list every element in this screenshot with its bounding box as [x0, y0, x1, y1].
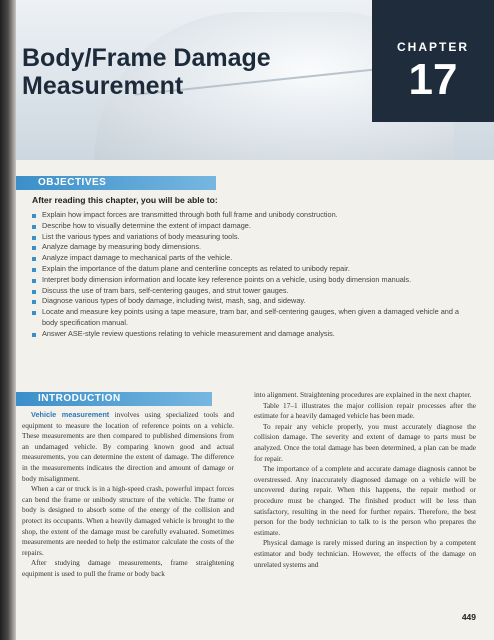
page-number: 449: [461, 612, 476, 622]
objective-item: Interpret body dimension information and locate key reference points on a vehicle, using body dimension manuals.: [32, 275, 472, 286]
key-term: Vehicle measurement: [31, 410, 110, 419]
objective-item: Answer ASE-style review questions relating to vehicle measurement and damage analysis.: [32, 329, 472, 340]
paragraph: The importance of a complete and accurate damage diagnosis cannot be overstressed. Any inaccurately diagnosed damage on a vehicle will be uncovered during repair. When this happens, the repair method or procedure must be changed. The finished product will be less than satisfactory, resulting in the need for further repairs. Therefore, the best person for the body technician to talk to is the person who prepares the estimate.: [254, 464, 476, 537]
chapter-number: 17: [408, 55, 458, 104]
objective-item: Analyze damage by measuring body dimensions.: [32, 242, 472, 253]
paragraph: Vehicle measurement involves using specialized tools and equipment to measure the location of reference points on a vehicle. These measurements are then compared to published dimensions from an undamaged vehicle. By comparing known good and actual measurements, you can determine the extent of damage. The difference in the measurements indicates the direction and amount of damage or body misalignment.: [22, 410, 234, 483]
objective-item: Explain how impact forces are transmitted through both full frame and unibody construction.: [32, 210, 472, 221]
paragraph: After studying damage measurements, frame straightening equipment is used to pull the frame or body back: [22, 558, 234, 578]
page-binding-shadow: [0, 0, 16, 640]
paragraph: Table 17–1 illustrates the major collision repair processes after the estimate for a heavily damaged vehicle has been made.: [254, 400, 476, 421]
body-column-right: [254, 390, 476, 570]
objective-item: Discuss the use of tram bars, self-centering gauges, and strut tower gauges.: [32, 286, 472, 297]
objective-item: List the various types and variations of body measuring tools.: [32, 232, 472, 243]
chapter-title: Body/Frame Damage Measurement: [22, 44, 271, 100]
chapter-badge: [372, 0, 494, 122]
paragraph: When a car or truck is in a high-speed crash, powerful impact forces can bend the frame or unibody structure of the vehicle. The frame or body is designed to absorb some of the energy of the collision and protect its occupants. When a heavily damaged vehicle is brought to the shop, the extent of the damage must be carefully evaluated. Sometimes measurements are needed to help the estimator calculate the costs of the repairs.: [22, 484, 234, 557]
paragraph: into alignment. Straightening procedures are explained in the next chapter.: [254, 390, 472, 399]
objective-item: Locate and measure key points using a tape measure, tram bar, and self-centering gauges, when given a damaged vehicle and a body specification manual.: [32, 307, 472, 329]
objective-item: Analyze impact damage to mechanical parts of the vehicle.: [32, 253, 472, 264]
introduction-heading: INTRODUCTION: [16, 392, 212, 406]
objectives-list: [32, 210, 472, 340]
objective-item: Explain the importance of the datum plane and centerline concepts as related to unibody repair.: [32, 264, 472, 275]
body-column-left: [22, 410, 234, 580]
objectives-heading: OBJECTIVES: [16, 176, 216, 190]
paragraph: To repair any vehicle properly, you must accurately diagnose the collision damage. The severity and extent of damage to parts must be analyzed. Once the total damage has been determined, a plan can be made for repair.: [254, 421, 476, 463]
objective-item: Describe how to visually determine the extent of impact damage.: [32, 221, 472, 232]
objective-item: Diagnose various types of body damage, including twist, mash, sag, and sideway.: [32, 296, 472, 307]
chapter-label: CHAPTER: [396, 40, 469, 54]
paragraph: Physical damage is rarely missed during an inspection by a competent estimator and body technician. However, the effects of the damage on unrelated systems and: [254, 538, 476, 569]
objectives-intro: After reading this chapter, you will be able to:: [32, 195, 218, 205]
